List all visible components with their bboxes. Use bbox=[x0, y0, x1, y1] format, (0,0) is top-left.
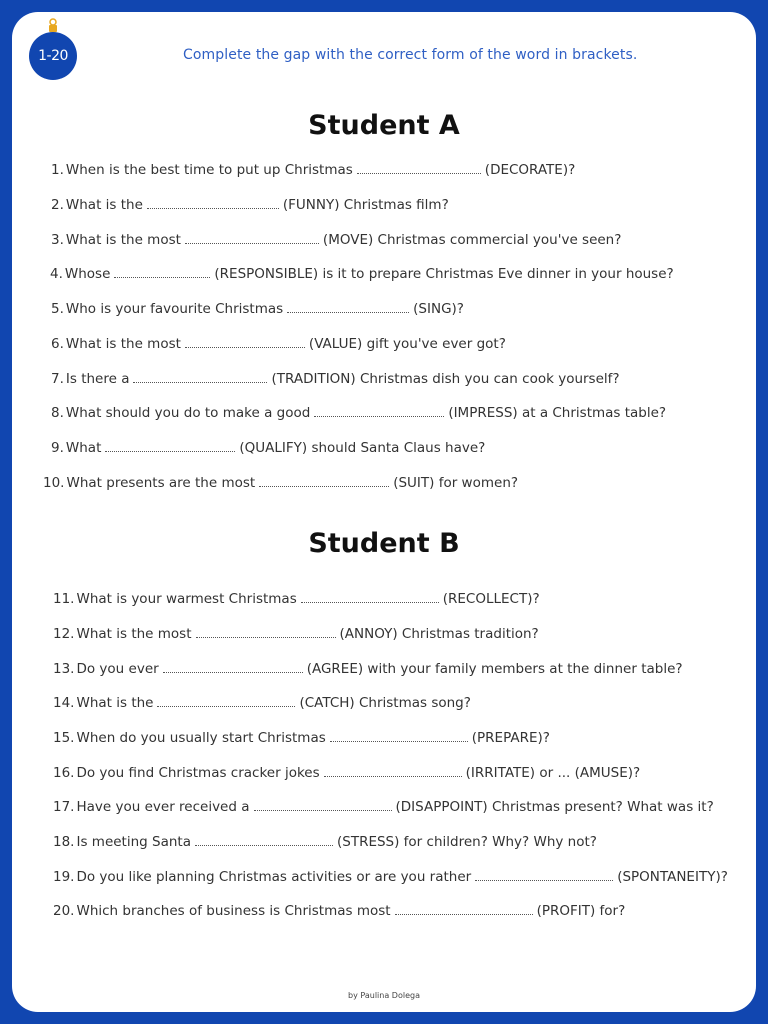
answer-blank bbox=[185, 239, 319, 244]
answer-blank bbox=[357, 169, 481, 174]
word-in-brackets: (SUIT) for women? bbox=[393, 475, 519, 491]
question-text: What is the bbox=[76, 695, 154, 711]
question-number: 11. bbox=[53, 591, 75, 607]
word-in-brackets: (VALUE) gift you've ever got? bbox=[308, 336, 506, 352]
question-item bbox=[53, 798, 714, 816]
question-item bbox=[53, 729, 550, 747]
word-in-brackets: (DISAPPOINT) Christmas present? What was it? bbox=[395, 799, 714, 815]
question-item bbox=[53, 694, 471, 712]
word-in-brackets: (FUNNY) Christmas film? bbox=[282, 197, 449, 213]
question-item bbox=[51, 231, 621, 249]
question-text: Do you ever bbox=[76, 661, 159, 677]
answer-blank bbox=[259, 482, 389, 487]
word-in-brackets: (ANNOY) Christmas tradition? bbox=[339, 626, 539, 642]
instruction-text: Complete the gap with the correct form of the word in brackets. bbox=[183, 47, 638, 63]
question-text: When do you usually start Christmas bbox=[76, 730, 326, 746]
question-item bbox=[51, 300, 464, 318]
word-in-brackets: (SPONTANEITY)? bbox=[617, 869, 728, 885]
question-item bbox=[53, 902, 625, 920]
word-in-brackets: (PROFIT) for? bbox=[536, 903, 626, 919]
answer-blank bbox=[114, 273, 210, 278]
author-credit: by Paulina Dolega bbox=[348, 991, 420, 1000]
answer-blank bbox=[395, 910, 533, 915]
question-item bbox=[53, 660, 683, 678]
question-text: What is the most bbox=[65, 232, 181, 248]
question-text: What is your warmest Christmas bbox=[76, 591, 297, 607]
question-text: Is there a bbox=[65, 371, 130, 387]
question-item bbox=[51, 404, 666, 422]
answer-blank bbox=[287, 308, 409, 313]
question-number: 1. bbox=[51, 162, 64, 178]
question-number: 10. bbox=[43, 475, 65, 491]
ornament-badge bbox=[29, 18, 77, 84]
question-text: Who is your favourite Christmas bbox=[65, 301, 284, 317]
question-number: 4. bbox=[50, 266, 63, 282]
question-number: 7. bbox=[51, 371, 64, 387]
question-item bbox=[53, 764, 640, 782]
question-text: Which branches of business is Christmas most bbox=[76, 903, 391, 919]
word-in-brackets: (SING)? bbox=[413, 301, 464, 317]
question-number: 19. bbox=[53, 869, 75, 885]
question-text: What is the most bbox=[76, 626, 192, 642]
answer-blank bbox=[301, 598, 439, 603]
section-title-student-a: Student A bbox=[308, 110, 460, 141]
question-text: What is the bbox=[65, 197, 143, 213]
question-item bbox=[53, 625, 539, 643]
question-text: When is the best time to put up Christmas bbox=[65, 162, 353, 178]
answer-blank bbox=[185, 343, 305, 348]
answer-blank bbox=[105, 447, 235, 452]
question-number: 8. bbox=[51, 405, 64, 421]
word-in-brackets: (DECORATE)? bbox=[484, 162, 576, 178]
question-text: What bbox=[65, 440, 102, 456]
answer-blank bbox=[196, 633, 336, 638]
question-number: 2. bbox=[51, 197, 64, 213]
word-in-brackets: (RESPONSIBLE) is it to prepare Christmas Eve dinner in your house? bbox=[214, 266, 674, 282]
question-number: 9. bbox=[51, 440, 64, 456]
question-text: What is the most bbox=[65, 336, 181, 352]
answer-blank bbox=[314, 412, 444, 417]
question-number: 12. bbox=[53, 626, 75, 642]
word-in-brackets: (IMPRESS) at a Christmas table? bbox=[448, 405, 667, 421]
question-item bbox=[51, 370, 620, 388]
question-number: 18. bbox=[53, 834, 75, 850]
question-text: Do you find Christmas cracker jokes bbox=[76, 765, 320, 781]
answer-blank bbox=[330, 737, 468, 742]
answer-blank bbox=[254, 806, 392, 811]
word-in-brackets: (QUALIFY) should Santa Claus have? bbox=[239, 440, 486, 456]
word-in-brackets: (MOVE) Christmas commercial you've seen? bbox=[322, 232, 622, 248]
question-item bbox=[51, 439, 485, 457]
word-in-brackets: (CATCH) Christmas song? bbox=[299, 695, 471, 711]
question-number: 14. bbox=[53, 695, 75, 711]
section-title-student-b: Student B bbox=[308, 528, 460, 559]
question-text: What presents are the most bbox=[66, 475, 256, 491]
question-text: Whose bbox=[64, 266, 111, 282]
question-number: 13. bbox=[53, 661, 75, 677]
word-in-brackets: (AGREE) with your family members at the dinner table? bbox=[306, 661, 683, 677]
question-item bbox=[43, 474, 518, 492]
question-item bbox=[53, 833, 597, 851]
answer-blank bbox=[157, 702, 295, 707]
word-in-brackets: (TRADITION) Christmas dish you can cook yourself? bbox=[271, 371, 620, 387]
word-in-brackets: (IRRITATE) or ... (AMUSE)? bbox=[465, 765, 641, 781]
question-number: 15. bbox=[53, 730, 75, 746]
answer-blank bbox=[475, 876, 613, 881]
question-text: Do you like planning Christmas activities or are you rather bbox=[76, 869, 472, 885]
question-number: 17. bbox=[53, 799, 75, 815]
ornament-cap-icon bbox=[46, 18, 60, 32]
question-number: 16. bbox=[53, 765, 75, 781]
word-in-brackets: (STRESS) for children? Why? Why not? bbox=[336, 834, 597, 850]
question-text: Is meeting Santa bbox=[76, 834, 191, 850]
question-text: Have you ever received a bbox=[76, 799, 250, 815]
word-in-brackets: (RECOLLECT)? bbox=[442, 591, 540, 607]
question-item bbox=[53, 868, 728, 886]
answer-blank bbox=[147, 204, 279, 209]
question-number: 6. bbox=[51, 336, 64, 352]
question-item bbox=[51, 335, 506, 353]
question-item bbox=[53, 590, 540, 608]
question-number: 3. bbox=[51, 232, 64, 248]
question-item bbox=[51, 196, 449, 214]
question-text: What should you do to make a good bbox=[65, 405, 311, 421]
answer-blank bbox=[163, 668, 303, 673]
question-item bbox=[51, 161, 575, 179]
question-range-badge: 1-20 bbox=[29, 32, 77, 80]
answer-blank bbox=[195, 841, 333, 846]
answer-blank bbox=[133, 378, 267, 383]
word-in-brackets: (PREPARE)? bbox=[471, 730, 550, 746]
question-item bbox=[50, 265, 674, 283]
question-number: 5. bbox=[51, 301, 64, 317]
answer-blank bbox=[324, 772, 462, 777]
question-number: 20. bbox=[53, 903, 75, 919]
